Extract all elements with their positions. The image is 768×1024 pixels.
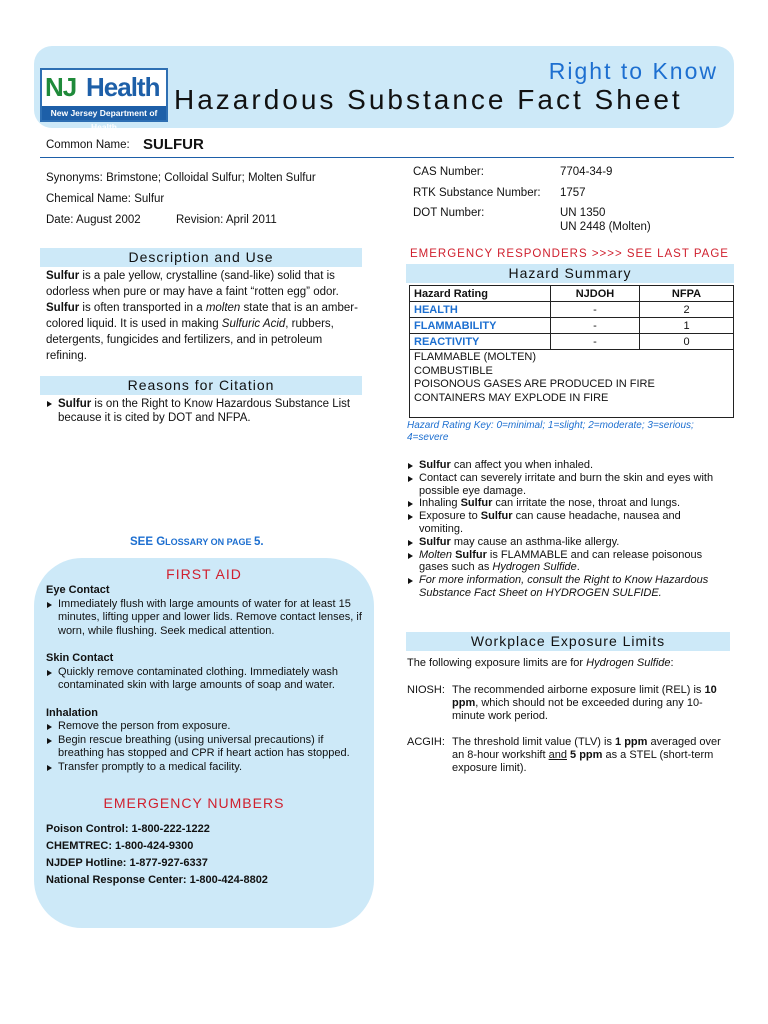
dot-value: UN 1350 xyxy=(560,207,606,219)
reasons-list xyxy=(46,397,362,425)
chemtrec: CHEMTREC: 1-800-424-9300 xyxy=(46,840,194,852)
hazard-rating-table xyxy=(409,285,734,418)
page-title: Hazardous Substance Fact Sheet xyxy=(174,84,683,115)
list-item: Inhaling Sulfur can irritate the nose, throat and lungs. xyxy=(407,497,727,510)
logo-subtitle: New Jersey Department of Health xyxy=(42,106,166,120)
poison-control: Poison Control: 1-800-222-1222 xyxy=(46,823,210,835)
table-row xyxy=(410,350,734,418)
eye-contact-title: Eye Contact xyxy=(46,584,110,596)
health-njdoh: - xyxy=(551,302,640,318)
cas-value: 7704-34-9 xyxy=(560,166,613,178)
niosh-text: The recommended airborne exposure limit (REL) is 10 ppm, which should not be exceeded during any 10-minute work period. xyxy=(452,684,717,722)
description-text: Sulfur is a pale yellow, crystalline (sand-like) solid that is odorless when pure or may have a faint “rotten egg” odor. Sulfur is often transported in a molten state that is an amber-colored liquid. It is used in making Sulfuric Acid, rubbers, detergents, fungicides and fertilizers, and in petroleum refining. xyxy=(46,270,358,362)
list-item: Immediately flush with large amounts of water for at least 15 minutes, lifting upper and lower lids. Remove contact lenses, if worn, while flushing. Seek medical attention. xyxy=(46,598,364,639)
niosh-label: NIOSH: xyxy=(407,684,445,696)
nj-health-logo xyxy=(40,68,168,132)
hazard-rating-key: Hazard Rating Key: 0=minimal; 1=slight; 2=moderate; 3=serious; 4=severe xyxy=(407,420,694,443)
revision: Revision: April 2011 xyxy=(176,214,277,226)
common-name-label: Common Name: xyxy=(46,139,130,151)
note-flammable: FLAMMABLE (MOLTEN) xyxy=(414,351,537,363)
list-item: Exposure to Sulfur can cause headache, nausea and vomiting. xyxy=(407,510,727,536)
emergency-responders-link[interactable]: EMERGENCY RESPONDERS >>>> SEE LAST PAGE xyxy=(410,248,729,260)
header-njdoh: NJDOH xyxy=(551,286,640,302)
list-item: Contact can severely irritate and burn the skin and eyes with possible eye damage. xyxy=(407,472,727,498)
national-response-center: National Response Center: 1-800-424-8802 xyxy=(46,874,268,886)
emergency-numbers-heading: EMERGENCY NUMBERS xyxy=(103,795,285,811)
note-containers-explode: CONTAINERS MAY EXPLODE IN FIRE xyxy=(414,391,609,404)
list-item: Quickly remove contaminated clothing. Immediately wash contaminated skin with large amounts of soap and water. xyxy=(46,666,364,693)
list-item: Begin rescue breathing (using universal precautions) if breathing has stopped and CPR if heart action has stopped. xyxy=(46,734,364,761)
rating-health: HEALTH xyxy=(410,302,551,318)
hazard-notes xyxy=(410,350,734,418)
date: Date: August 2002 xyxy=(46,214,141,226)
rtk-label: RTK Substance Number: xyxy=(413,187,541,199)
list-item: Molten Sulfur is FLAMMABLE and can release poisonous gases such as Hydrogen Sulfide. xyxy=(407,549,727,575)
acgih-label: ACGIH: xyxy=(407,736,445,748)
header-divider xyxy=(40,157,734,158)
njdep-hotline: NJDEP Hotline: 1-877-927-6337 xyxy=(46,857,208,869)
list-item: Sulfur may cause an asthma-like allergy. xyxy=(407,536,727,549)
dot-label: DOT Number: xyxy=(413,207,485,219)
synonyms: Synonyms: Brimstone; Colloidal Sulfur; Molten Sulfur xyxy=(46,172,316,184)
acgih-text: The threshold limit value (TLV) is 1 ppm averaged over an 8-hour workshift and 5 ppm as a STEL (short-term exposure limit). xyxy=(452,736,721,774)
skin-contact-title: Skin Contact xyxy=(46,652,114,664)
exposure-intro: The following exposure limits are for Hydrogen Sulfide: xyxy=(407,657,674,669)
eye-contact-list xyxy=(46,598,364,639)
description-heading: Description and Use xyxy=(40,248,362,267)
reasons-heading: Reasons for Citation xyxy=(40,376,362,395)
right-to-know-heading: Right to Know xyxy=(548,58,718,84)
health-effects-list xyxy=(407,459,727,600)
emergency-numbers-list xyxy=(46,821,268,889)
skin-contact-list xyxy=(46,666,364,693)
glossary-link[interactable]: SEE GLOSSARY ON PAGE 5. xyxy=(130,536,264,548)
list-item: For more information, consult the Right to Know Hazardous Substance Fact Sheet on HYDROGEN SULFIDE. xyxy=(407,574,727,600)
inhalation-list xyxy=(46,720,364,774)
logo-nj-text: NJ xyxy=(45,72,77,102)
flammability-nfpa: 1 xyxy=(640,318,734,334)
note-poisonous-gases: POISONOUS GASES ARE PRODUCED IN FIRE xyxy=(414,378,655,390)
table-header-row xyxy=(410,286,734,302)
note-combustible: COMBUSTIBLE xyxy=(414,364,493,377)
list-item: Sulfur is on the Right to Know Hazardous Substance List because it is cited by DOT and NFPA. xyxy=(46,397,362,425)
header-nfpa: NFPA xyxy=(640,286,734,302)
rating-flammability: FLAMMABILITY xyxy=(410,318,551,334)
header-hazard-rating: Hazard Rating xyxy=(410,286,551,302)
list-item: Remove the person from exposure. xyxy=(46,720,364,734)
dot-value-molten: UN 2448 (Molten) xyxy=(560,221,651,233)
rating-reactivity: REACTIVITY xyxy=(410,334,551,350)
chemical-name: Chemical Name: Sulfur xyxy=(46,193,165,205)
table-row xyxy=(410,334,734,350)
common-name-value: SULFUR xyxy=(143,136,204,153)
cas-label: CAS Number: xyxy=(413,166,484,178)
rtk-value: 1757 xyxy=(560,187,586,199)
first-aid-heading: FIRST AID xyxy=(166,566,242,582)
first-aid-content xyxy=(46,584,364,774)
table-row xyxy=(410,318,734,334)
table-row xyxy=(410,302,734,318)
hazard-summary-heading: Hazard Summary xyxy=(406,264,734,283)
exposure-limits-heading: Workplace Exposure Limits xyxy=(406,632,730,651)
health-nfpa: 2 xyxy=(640,302,734,318)
logo-health-text: Health xyxy=(86,72,160,102)
list-item: Sulfur can affect you when inhaled. xyxy=(407,459,727,472)
inhalation-title: Inhalation xyxy=(46,706,98,719)
list-item: Transfer promptly to a medical facility. xyxy=(46,761,364,775)
reactivity-njdoh: - xyxy=(551,334,640,350)
flammability-njdoh: - xyxy=(551,318,640,334)
reactivity-nfpa: 0 xyxy=(640,334,734,350)
